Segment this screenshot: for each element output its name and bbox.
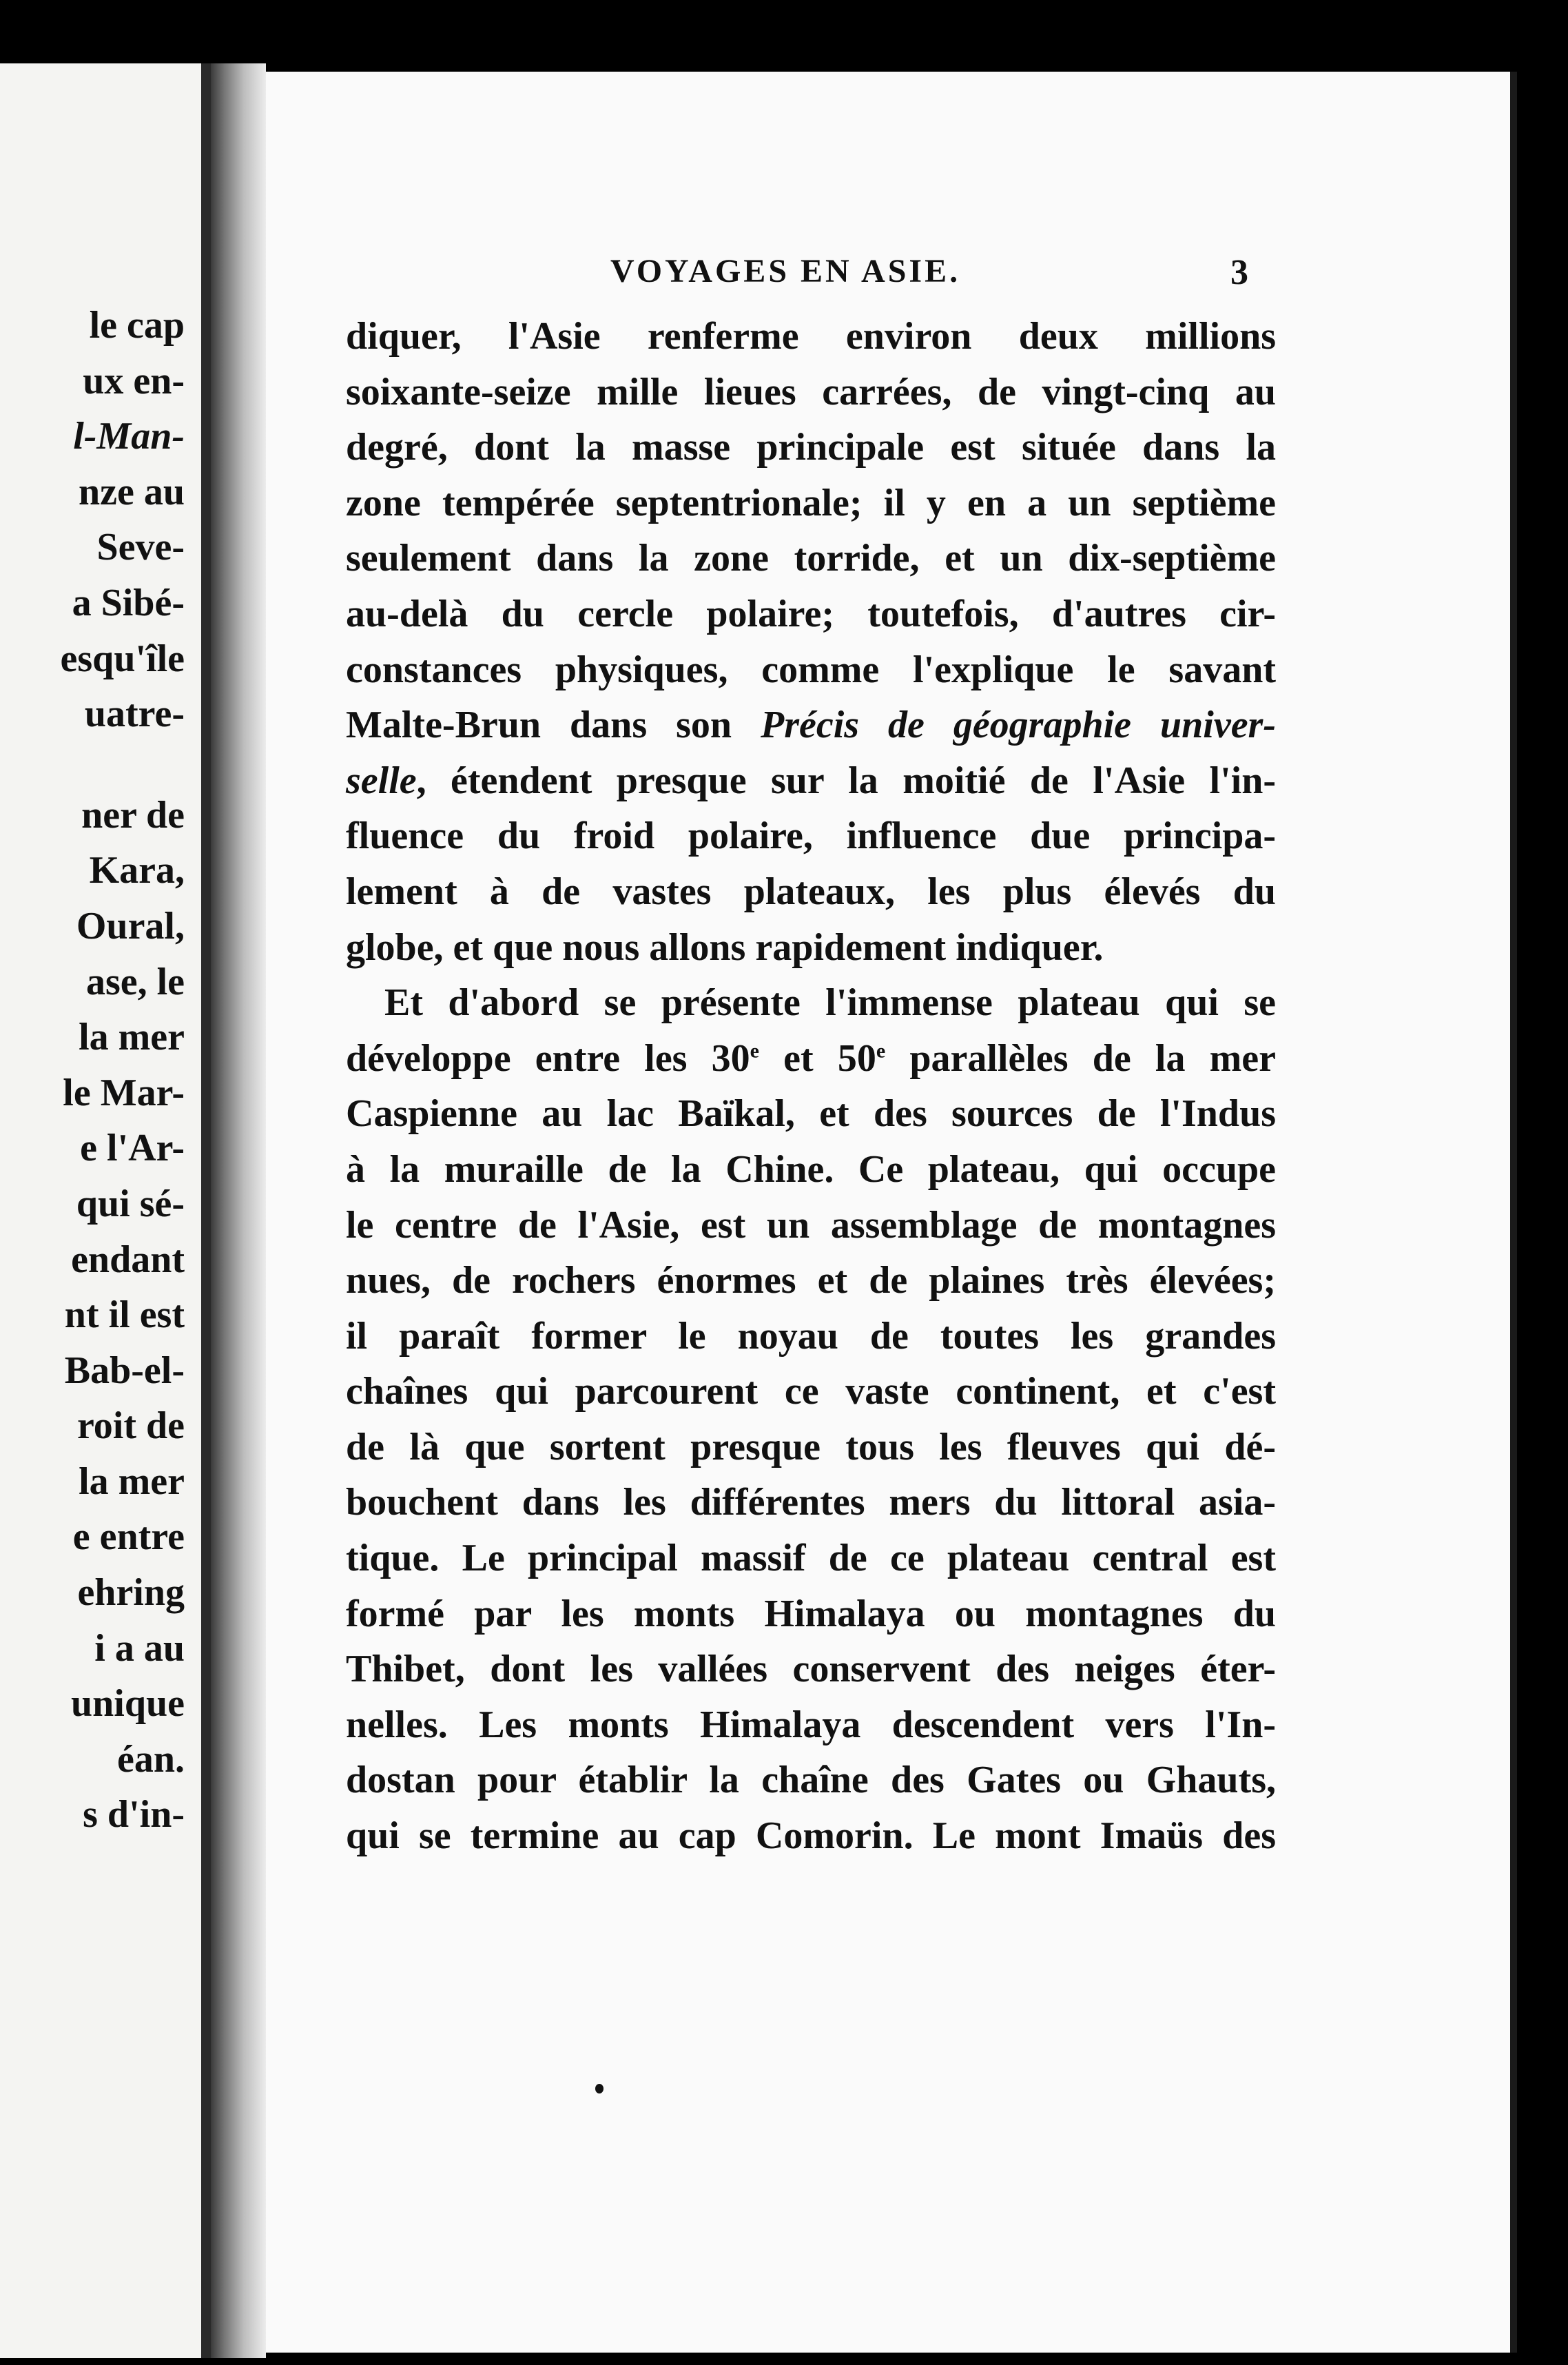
running-head: VOYAGES EN ASIE. xyxy=(610,253,961,289)
text-line: dostan pour établir la chaîne des Gates ou Ghauts, xyxy=(346,1759,1276,1802)
body-text xyxy=(346,309,1276,1864)
text-line: à la muraille de la Chine. Ce plateau, qui occupe xyxy=(346,1147,1276,1191)
left-line: ux en- xyxy=(83,359,185,402)
text-line: formé par les monts Himalaya ou montagnes du xyxy=(346,1592,1276,1635)
left-page-text xyxy=(61,298,185,1843)
page-header xyxy=(266,252,1510,314)
left-line: Seve- xyxy=(96,526,185,569)
text-line: soixante-seize mille lieues carrées, de vingt-cinq au xyxy=(346,370,1276,413)
left-line: le cap xyxy=(89,304,185,347)
left-line: Oural, xyxy=(76,904,185,948)
right-page xyxy=(266,72,1517,2353)
text-line: zone tempérée septentrionale; il y en a un septième xyxy=(346,481,1276,524)
text-line: fluence du froid polaire, influence due principa- xyxy=(346,815,1276,858)
text-line: nelles. Les monts Himalaya descendent vers l'In- xyxy=(346,1703,1276,1746)
text-line: constances physiques, comme l'explique le savant xyxy=(346,648,1276,691)
text-line: bouchent dans les différentes mers du littoral asia- xyxy=(346,1481,1276,1524)
left-line: Kara, xyxy=(89,849,185,892)
text-line: Et d'abord se présente l'immense plateau qui se xyxy=(384,981,1276,1025)
text-run: et 50 xyxy=(759,1036,876,1080)
text-line: globe, et que nous allons rapidement indiquer. xyxy=(346,925,1104,969)
left-line: le Mar- xyxy=(63,1071,185,1114)
left-line: qui sé- xyxy=(76,1182,185,1225)
superscript: e xyxy=(750,1039,759,1063)
left-line: Bab-el- xyxy=(64,1349,185,1392)
text-line: tique. Le principal massif de ce plateau central est xyxy=(346,1537,1276,1580)
text-line: le centre de l'Asie, est un assemblage de montagnes xyxy=(346,1203,1276,1247)
text-line: degré, dont la masse principale est située dans la xyxy=(346,426,1276,469)
text-run: développe entre les 30 xyxy=(346,1036,750,1080)
text-line: au-delà du cercle polaire; toutefois, d'autres cir- xyxy=(346,592,1276,635)
page-number: 3 xyxy=(1230,253,1248,292)
left-line: uatre- xyxy=(84,693,185,736)
left-line: s d'in- xyxy=(83,1793,185,1836)
text-line: de là que sortent presque tous les fleuves qui dé- xyxy=(346,1425,1276,1468)
text-run: Malte-Brun dans son xyxy=(346,704,761,747)
superscript: e xyxy=(876,1039,886,1063)
ink-speck xyxy=(595,2084,604,2093)
text-line: diquer, l'Asie renferme environ deux millions xyxy=(346,315,1276,358)
text-run: parallèles de la mer xyxy=(885,1036,1276,1080)
left-line: l-Man- xyxy=(73,415,185,458)
left-line: nt il est xyxy=(64,1293,185,1337)
left-line: e entre xyxy=(72,1515,185,1559)
left-line: nze au xyxy=(79,470,185,513)
text-line xyxy=(346,1031,1276,1087)
left-line: éan. xyxy=(117,1737,185,1781)
left-line: e l'Ar- xyxy=(80,1127,185,1170)
text-line: Caspienne au lac Baïkal, et des sources de l'Indus xyxy=(346,1092,1276,1136)
left-line: esqu'île xyxy=(60,637,185,680)
text-line: seulement dans la zone torride, et un dix-septième xyxy=(346,537,1276,580)
left-line: endant xyxy=(71,1238,185,1281)
left-line: la mer xyxy=(79,1016,185,1059)
text-line: Thibet, dont les vallées conservent des neiges éter- xyxy=(346,1648,1276,1691)
text-line: lement à de vastes plateaux, les plus élevés du xyxy=(346,870,1276,913)
left-facing-page xyxy=(0,63,211,2358)
text-line: il paraît former le noyau de toutes les grandes xyxy=(346,1314,1276,1358)
book-gutter-shadow xyxy=(211,63,266,2358)
text-line xyxy=(346,697,1276,753)
left-line: ase, le xyxy=(85,960,185,1003)
text-line xyxy=(346,753,1276,809)
left-line: ehring xyxy=(77,1571,185,1615)
text-line: nues, de rochers énormes et de plaines très élevées; xyxy=(346,1259,1276,1302)
left-line: la mer xyxy=(79,1460,185,1503)
left-line: roit de xyxy=(76,1404,185,1448)
text-run: , étendent presque sur la moitié de l'Asie l'in- xyxy=(416,759,1276,802)
text-line: qui se termine au cap Comorin. Le mont Imaüs des xyxy=(346,1814,1276,1858)
left-line: unique xyxy=(71,1682,185,1726)
left-line: i a au xyxy=(94,1626,185,1670)
book-title-italic: Précis de géographie univer- xyxy=(760,704,1276,747)
left-line: ner de xyxy=(81,793,185,837)
text-line: chaînes qui parcourent ce vaste continent, et c'est xyxy=(346,1370,1276,1413)
book-title-italic: selle xyxy=(346,759,417,802)
left-line: a Sibé- xyxy=(72,581,185,624)
